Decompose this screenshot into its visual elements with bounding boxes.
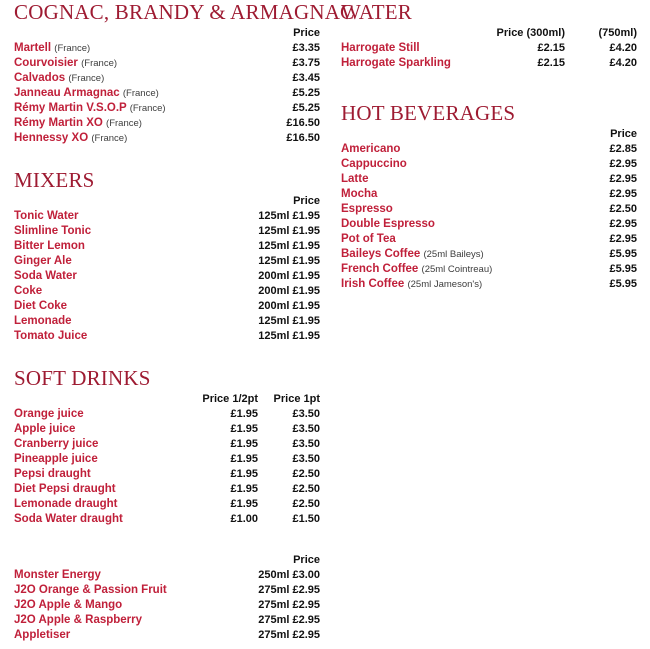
- header-price: Price: [610, 128, 637, 140]
- item-price-750ml: £4.20: [609, 57, 637, 69]
- item-name: Pineapple juice: [14, 453, 98, 465]
- menu-item-row: [14, 101, 320, 116]
- item-name: J2O Apple & Mango: [14, 599, 123, 611]
- menu-item-row: [341, 172, 637, 187]
- menu-item-row: [14, 467, 320, 482]
- menu-item-row: [341, 142, 637, 157]
- item-price: £3.45: [292, 72, 320, 84]
- item-label: French Coffee: [341, 263, 419, 275]
- item-price-half: £1.95: [230, 498, 258, 510]
- item-name: [14, 41, 260, 56]
- section-spacer: [14, 533, 320, 553]
- menu-item-row: [14, 482, 320, 497]
- item-price-half: £1.95: [230, 468, 258, 480]
- column-headers-water: [341, 26, 637, 41]
- menu-item-row: [14, 598, 320, 613]
- menu-column-right: [341, 0, 637, 298]
- item-price-full: £2.50: [292, 483, 320, 495]
- item-price: £2.95: [609, 173, 637, 185]
- item-name: J2O Orange & Passion Fruit: [14, 584, 167, 596]
- header-price-750ml: (750ml): [598, 27, 637, 39]
- item-price-full: £3.50: [292, 408, 320, 420]
- menu-item-row: [341, 41, 637, 56]
- menu-item-row: [14, 224, 320, 239]
- column-headers-bottled: [14, 553, 320, 568]
- menu-item-row: [14, 209, 320, 224]
- item-price: £5.25: [292, 102, 320, 114]
- item-name: Ginger Ale: [14, 255, 72, 267]
- section-title-cognac: COGNAC, BRANDY & ARMAGNAC: [14, 0, 355, 24]
- menu-item-row: [14, 254, 320, 269]
- section-spacer: [341, 77, 637, 101]
- item-price: 125ml £1.95: [258, 255, 320, 267]
- item-price-750ml: £4.20: [609, 42, 637, 54]
- menu-item-row: [341, 157, 637, 172]
- section-water: [341, 0, 637, 71]
- item-name: Soda Water draught: [14, 513, 123, 525]
- item-name: [341, 262, 577, 277]
- section-title-hot-beverages: HOT BEVERAGES: [341, 101, 516, 125]
- column-headers-soft-drinks: [14, 392, 320, 407]
- item-name: [14, 116, 260, 131]
- item-name: Mocha: [341, 188, 378, 200]
- item-price-half: £1.95: [230, 453, 258, 465]
- item-price: £16.50: [286, 117, 320, 129]
- item-price-half: £1.95: [230, 408, 258, 420]
- item-price-full: £3.50: [292, 453, 320, 465]
- item-name: Orange juice: [14, 408, 84, 420]
- item-label: Baileys Coffee: [341, 248, 421, 260]
- menu-item-row: [341, 56, 637, 71]
- section-bottled-drinks: [14, 553, 320, 643]
- item-name: Apple juice: [14, 423, 76, 435]
- item-price: 200ml £1.95: [258, 300, 320, 312]
- item-name: Espresso: [341, 203, 393, 215]
- item-price: £2.50: [609, 203, 637, 215]
- item-qualifier: (France): [106, 118, 142, 129]
- menu-item-row: [14, 497, 320, 512]
- item-name: Pepsi draught: [14, 468, 91, 480]
- item-price-full: £3.50: [292, 423, 320, 435]
- column-headers-hot-beverages: [341, 127, 637, 142]
- item-price: 275ml £2.95: [258, 614, 320, 626]
- item-name: [341, 247, 577, 262]
- item-name: Lemonade draught: [14, 498, 118, 510]
- item-price-half: £1.95: [230, 423, 258, 435]
- item-qualifier: (France): [68, 73, 105, 84]
- item-price-300ml: £2.15: [537, 42, 565, 54]
- menu-item-row: [14, 131, 320, 146]
- item-price: £5.25: [292, 87, 320, 99]
- item-name: Diet Coke: [14, 300, 68, 312]
- item-label: Martell: [14, 42, 52, 54]
- menu-item-row: [14, 452, 320, 467]
- menu-item-row: [341, 217, 637, 232]
- section-mixers: [14, 168, 320, 344]
- item-qualifier: (25ml Baileys): [423, 249, 484, 260]
- header-price: Price: [293, 27, 320, 39]
- header-price-300ml: Price (300ml): [496, 27, 565, 39]
- item-price-full: £3.50: [292, 438, 320, 450]
- menu-item-row: [14, 116, 320, 131]
- header-price-pint: Price 1pt: [273, 393, 320, 405]
- item-name: Slimline Tonic: [14, 225, 92, 237]
- menu-item-row: [341, 277, 637, 292]
- item-price-full: £2.50: [292, 498, 320, 510]
- menu-item-row: [14, 71, 320, 86]
- column-headers-cognac: [14, 26, 320, 41]
- menu-item-row: [341, 262, 637, 277]
- item-name: Double Espresso: [341, 218, 435, 230]
- menu-item-row: [341, 232, 637, 247]
- item-qualifier: (France): [91, 133, 128, 144]
- item-name: [341, 277, 577, 292]
- menu-item-row: [14, 422, 320, 437]
- item-price: 125ml £1.95: [258, 210, 320, 222]
- item-price: 275ml £2.95: [258, 584, 320, 596]
- header-price: Price: [293, 554, 320, 566]
- item-price-half: £1.00: [230, 513, 258, 525]
- item-list-bottled: [14, 568, 320, 643]
- item-qualifier: (France): [54, 43, 91, 54]
- item-label: Rémy Martin V.S.O.P: [14, 102, 127, 114]
- item-price: £2.95: [609, 188, 637, 200]
- item-price-full: £2.50: [292, 468, 320, 480]
- menu-item-row: [14, 314, 320, 329]
- item-name: [14, 101, 260, 116]
- item-price: £2.95: [609, 218, 637, 230]
- item-price: £2.95: [609, 158, 637, 170]
- item-name: [14, 86, 260, 101]
- header-price: Price: [293, 195, 320, 207]
- menu-item-row: [14, 407, 320, 422]
- item-name: Harrogate Sparkling: [341, 57, 451, 69]
- item-name: J2O Apple & Raspberry: [14, 614, 143, 626]
- item-price: 275ml £2.95: [258, 629, 320, 641]
- menu-item-row: [14, 613, 320, 628]
- item-price: £2.85: [609, 143, 637, 155]
- menu-item-row: [14, 299, 320, 314]
- item-label: Courvoisier: [14, 57, 78, 69]
- menu-item-row: [14, 568, 320, 583]
- menu-item-row: [14, 512, 320, 527]
- header-price-half-pint: Price 1/2pt: [202, 393, 258, 405]
- item-price: £2.95: [609, 233, 637, 245]
- item-price: £16.50: [286, 132, 320, 144]
- menu-item-row: [14, 86, 320, 101]
- menu-item-row: [14, 239, 320, 254]
- menu-item-row: [14, 437, 320, 452]
- item-name: Bitter Lemon: [14, 240, 85, 252]
- item-name: Harrogate Still: [341, 42, 420, 54]
- menu-item-row: [14, 41, 320, 56]
- menu-item-row: [14, 628, 320, 643]
- item-qualifier: (25ml Cointreau): [421, 264, 493, 275]
- item-name: Appletiser: [14, 629, 71, 641]
- item-name: Tonic Water: [14, 210, 79, 222]
- item-name: Americano: [341, 143, 401, 155]
- item-list-soft-drinks: [14, 407, 320, 527]
- menu-item-row: [14, 56, 320, 71]
- item-qualifier: (France): [129, 103, 166, 114]
- menu-item-row: [14, 269, 320, 284]
- menu-item-row: [14, 583, 320, 598]
- item-price: 125ml £1.95: [258, 225, 320, 237]
- section-hot-beverages: [341, 101, 637, 292]
- item-name: Soda Water: [14, 270, 77, 282]
- item-list-cognac: [14, 41, 320, 146]
- column-headers-mixers: [14, 194, 320, 209]
- item-name: Diet Pepsi draught: [14, 483, 116, 495]
- section-soft-drinks: [14, 366, 320, 527]
- item-name: Cranberry juice: [14, 438, 99, 450]
- item-name: [14, 56, 260, 71]
- item-name: [14, 71, 260, 86]
- item-price: 275ml £2.95: [258, 599, 320, 611]
- item-qualifier: (25ml Jameson's): [407, 279, 483, 290]
- item-name: Tomato Juice: [14, 330, 88, 342]
- section-title-soft-drinks: SOFT DRINKS: [14, 366, 151, 390]
- item-list-hot-beverages: [341, 142, 637, 292]
- item-label: Calvados: [14, 72, 66, 84]
- item-price: £5.95: [609, 263, 637, 275]
- menu-item-row: [341, 187, 637, 202]
- item-name: Lemonade: [14, 315, 72, 327]
- item-label: Janneau Armagnac: [14, 87, 120, 99]
- menu-item-row: [14, 284, 320, 299]
- item-label: Rémy Martin XO: [14, 117, 103, 129]
- item-name: Monster Energy: [14, 569, 101, 581]
- item-price: 125ml £1.95: [258, 330, 320, 342]
- menu-item-row: [14, 329, 320, 344]
- item-price: £3.35: [292, 42, 320, 54]
- item-name: [14, 131, 260, 146]
- section-title-mixers: MIXERS: [14, 168, 95, 192]
- section-spacer: [14, 152, 320, 168]
- item-price: 125ml £1.95: [258, 240, 320, 252]
- menu-item-row: [341, 247, 637, 262]
- item-name: Latte: [341, 173, 369, 185]
- item-qualifier: (France): [81, 58, 118, 69]
- item-price: £5.95: [609, 248, 637, 260]
- item-list-mixers: [14, 209, 320, 344]
- menu-item-row: [341, 202, 637, 217]
- item-name: Pot of Tea: [341, 233, 396, 245]
- section-spacer: [14, 350, 320, 366]
- section-title-water: WATER: [341, 0, 412, 24]
- item-price: 200ml £1.95: [258, 285, 320, 297]
- item-price-half: £1.95: [230, 483, 258, 495]
- item-label: Irish Coffee: [341, 278, 405, 290]
- section-cognac-brandy-armagnac: [14, 0, 355, 146]
- item-price-half: £1.95: [230, 438, 258, 450]
- item-label: Hennessy XO: [14, 132, 89, 144]
- item-qualifier: (France): [122, 88, 159, 99]
- item-name: Cappuccino: [341, 158, 407, 170]
- item-price-full: £1.50: [292, 513, 320, 525]
- item-price: 250ml £3.00: [258, 569, 320, 581]
- item-price-300ml: £2.15: [537, 57, 565, 69]
- item-price: 125ml £1.95: [258, 315, 320, 327]
- item-list-water: [341, 41, 637, 71]
- item-price: £5.95: [609, 278, 637, 290]
- item-price: £3.75: [292, 57, 320, 69]
- item-price: 200ml £1.95: [258, 270, 320, 282]
- item-name: Coke: [14, 285, 43, 297]
